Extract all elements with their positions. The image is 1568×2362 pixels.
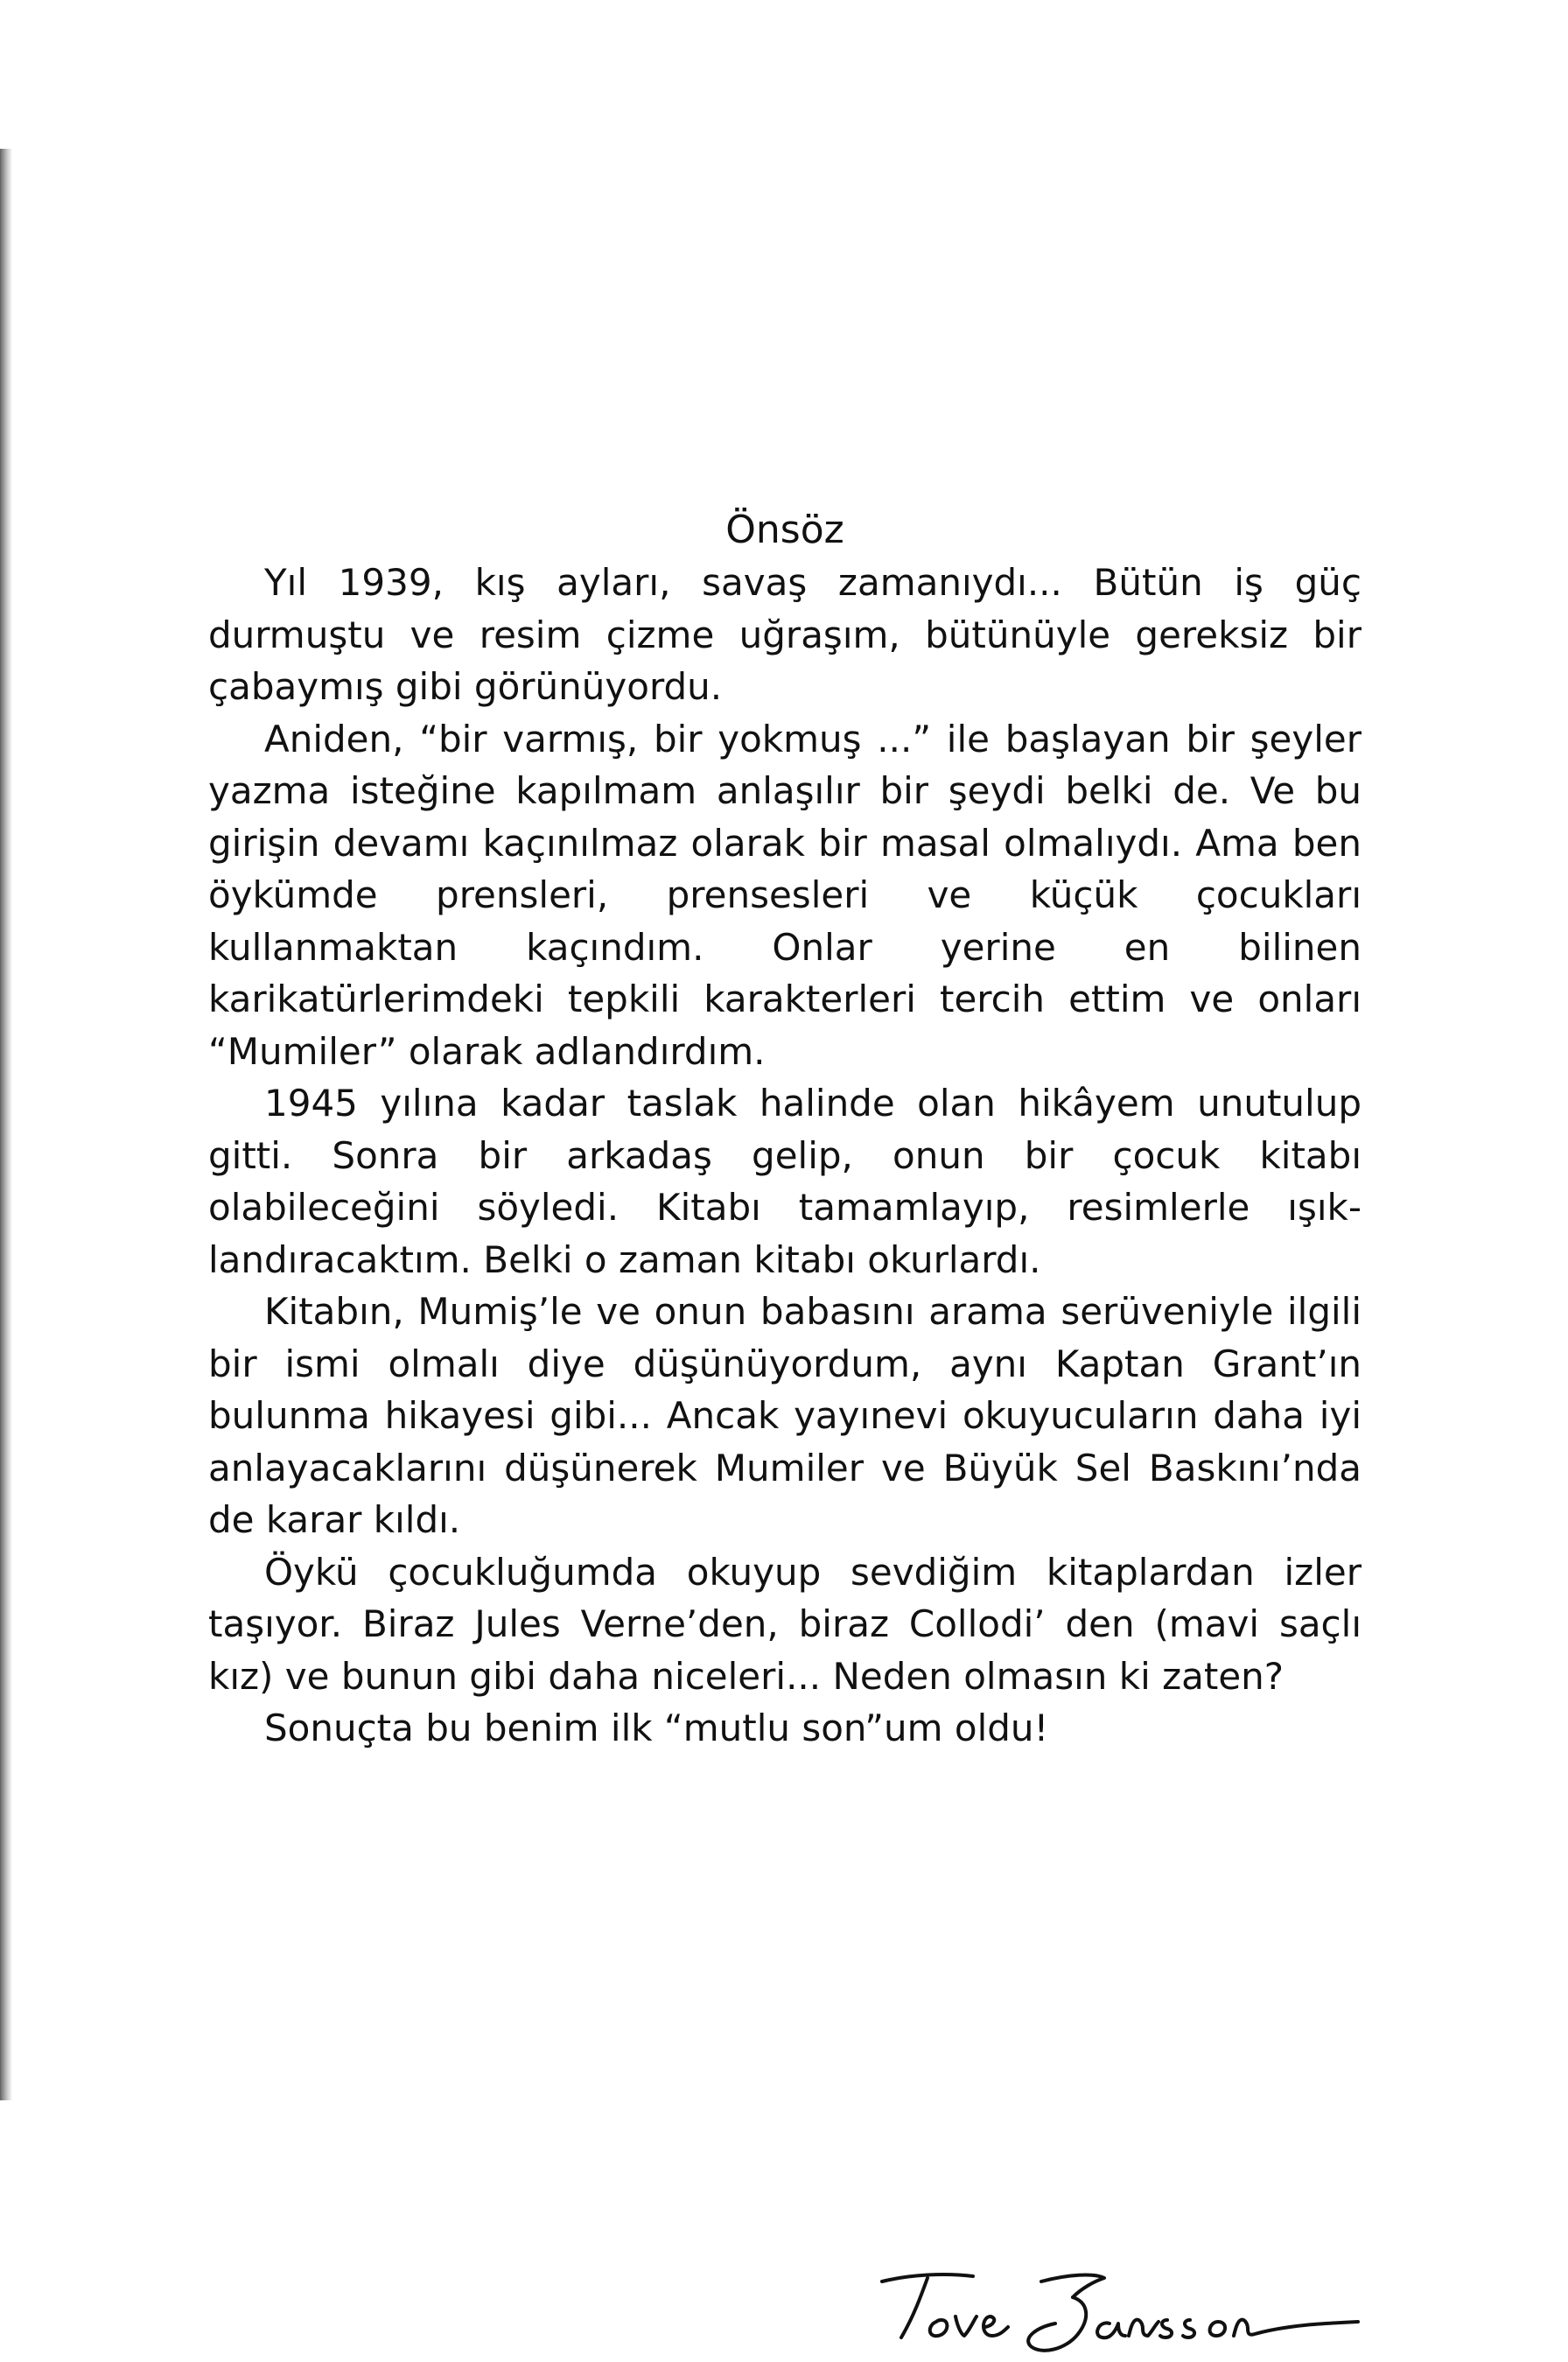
paragraph-1: Yıl 1939, kış ayları, savaş zamanıydı... Bütün iş güç durmuştu ve resim çizme uğraşım, bütünüyle gereksiz bir çabaymış gibi görünüyordu. [208, 561, 1362, 708]
paragraph-6: Sonuçta bu benim ilk “mutlu son”um oldu! [264, 1707, 1049, 1749]
paragraph-5: Öykü çocukluğumda okuyup sevdiğim kitaplardan izler taşıyor. Biraz Jules Verne’den, biraz Collodi’ den (mavi saçlı kız) ve bunun gibi daha niceleri... Neden olmasın ki zaten? [208, 1550, 1362, 1698]
paragraph-3: 1945 yılına kadar taslak halinde olan hikâyem unutulup gitti. Sonra bir arkadaş gelip, onun bir çocuk kitabı olabileceğini söyledi. Kitabı tamamlayıp, resimlerle ışıklandıracaktım. Belki o zaman kitabı okurlardı. [208, 1082, 1362, 1281]
author-signature [875, 2262, 1365, 2358]
scan-shadow-edge [0, 149, 12, 2100]
paragraph-4: Kitabın, Mumiş’le ve onun babasını arama serüveniyle ilgili bir ismi olmalı diye düşünüyordum, aynı Kaptan Grant’ın bulunma hikayesi gibi... Ancak yayınevi okuyucuların daha iyi anlayacaklarını düşünerek Mumiler ve Büyük Sel Baskını’nda de karar kıldı. [208, 1290, 1362, 1541]
signature-drawing [875, 2262, 1365, 2358]
paragraph-2: Aniden, “bir varmış, bir yokmuş ...” ile başlayan bir şeyler yazma isteğine kapılmam anlaşılır bir şeydi belki de. Ve bu girişin devamı kaçınılmaz olarak bir masal olmalıydı. Ama ben öykümde prensleri, prensesleri ve küçük çocukları kullanmaktan kaçındım. Onlar yerine en bilinen karikatürlerimdeki tepkili karakterleri tercih ettim ve onları “Mumiler” olarak adlandırdım. [208, 717, 1362, 1073]
preface-page [208, 504, 1362, 1755]
page-title: Önsöz [725, 508, 844, 552]
